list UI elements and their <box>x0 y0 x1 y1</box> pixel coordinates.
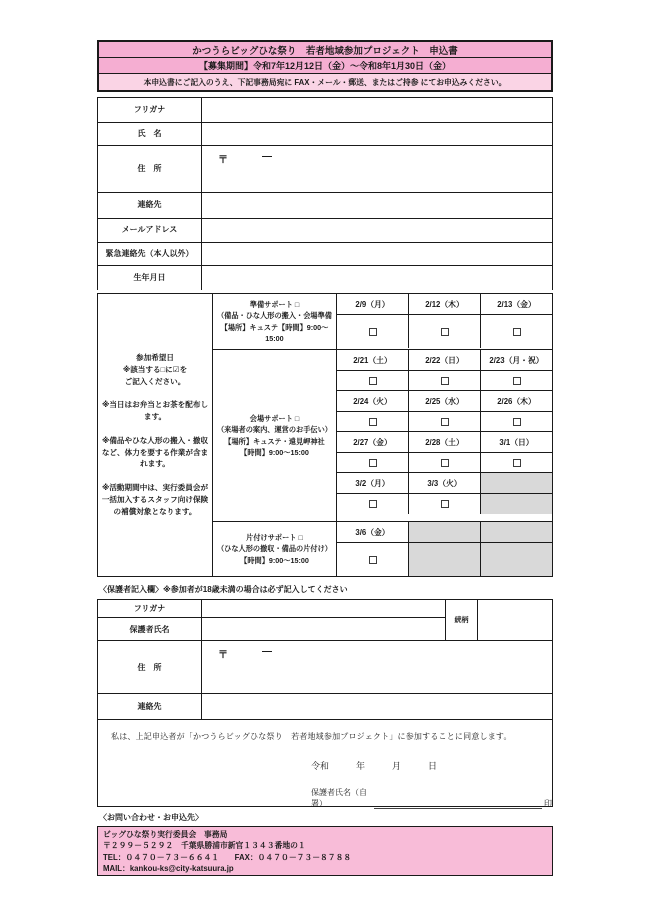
furigana-label: フリガナ <box>98 98 202 122</box>
participation-grid <box>213 294 552 576</box>
section-desc-line: 【時間】9:00～15:00 <box>240 555 309 565</box>
date-checkbox-cell[interactable] <box>481 453 552 472</box>
checkbox-icon[interactable] <box>369 500 377 508</box>
cleanup-support-desc <box>213 522 337 576</box>
guardian-name-rows <box>98 600 552 641</box>
disabled-cell <box>481 522 552 542</box>
guardian-furigana-label: フリガナ <box>98 600 202 617</box>
contact-org: ビッグひな祭り実行委員会 事務局 <box>103 830 228 839</box>
date-checkbox-cell[interactable] <box>337 412 409 431</box>
checkbox-icon[interactable] <box>441 500 449 508</box>
table-row <box>98 193 552 219</box>
emergency-contact-input[interactable] <box>202 243 552 265</box>
checkbox-icon[interactable] <box>369 328 377 336</box>
checkbox-icon[interactable] <box>441 418 449 426</box>
signature-line[interactable] <box>374 800 542 809</box>
checkbox-row <box>337 543 552 576</box>
guardian-name-input[interactable] <box>202 618 445 640</box>
postal-dash: ― <box>262 151 272 162</box>
table-row <box>98 243 552 266</box>
section-title: 会場サポート □ <box>249 414 300 424</box>
section-desc-line: （備品・ひな人形の搬入・会場準備 <box>216 311 332 321</box>
date-checkbox-cell[interactable] <box>409 315 481 348</box>
date-cell: 2/24（火） <box>337 391 409 411</box>
date-checkbox-cell[interactable] <box>409 412 481 431</box>
checkbox-icon[interactable] <box>513 418 521 426</box>
table-row <box>98 600 445 618</box>
name-input[interactable] <box>202 123 552 145</box>
birthdate-input[interactable] <box>202 266 552 290</box>
date-cell: 2/26（木） <box>497 396 536 406</box>
consent-text: 私は、上記申込者が「かつうらビッグひな祭り 若者地域参加プロジェクト」に参加することに同意します。 <box>111 732 512 741</box>
side-note: ※活動期間中は、実行委員会が一括加入するスタッフ向け保険の補償対象となります。 <box>101 483 209 516</box>
date-checkbox-cell[interactable] <box>409 453 481 472</box>
table-row <box>98 98 552 123</box>
date-checkbox-cell[interactable] <box>337 543 409 576</box>
contact-address: 〒２９９－５２９２ 千葉県勝浦市新官１３４３番地の１ <box>103 841 306 851</box>
date-cell: 3/2（月） <box>337 473 409 493</box>
applicant-table <box>97 97 553 290</box>
date-cell: 2/25（水） <box>409 391 481 411</box>
recruitment-period: 【募集期間】令和7年12月12日（金）～令和8年1月30日（金） <box>99 58 551 74</box>
contact-tel-fax: TEL：０４７０－７３－６６４１ FAX：０４７０－７３－８７８８ <box>103 852 352 862</box>
form-title: かつうらビッグひな祭り 若者地域参加プロジェクト 申込書 <box>99 42 551 58</box>
section-desc-line: （ひな人形の撤収・備品の片付け） <box>216 544 332 554</box>
date-cell: 2/27（金） <box>337 432 409 452</box>
date-cell: 3/1（日） <box>499 437 534 447</box>
participation-side-notes <box>98 294 213 576</box>
date-checkbox-cell[interactable] <box>409 494 481 514</box>
side-note-line: 参加希望日 <box>136 353 174 362</box>
guardian-contact-label: 連絡先 <box>98 694 202 719</box>
seal-label: 印 <box>544 799 552 808</box>
guardian-section-label: 〈保護者記入欄〉※参加者が18歳未満の場合は必ず記入してください <box>99 585 348 594</box>
date-checkbox-cell[interactable] <box>337 453 409 472</box>
name-label: 氏 名 <box>98 123 202 145</box>
table-row <box>98 694 552 720</box>
section-preparation-support <box>213 294 552 350</box>
venue-support-desc <box>213 350 337 521</box>
guardian-address-label: 住 所 <box>98 641 202 693</box>
date-row <box>337 432 552 453</box>
signature-label: 保護者氏名（自署） <box>311 788 367 808</box>
date-grid <box>337 522 552 576</box>
section-desc-line: 【場所】キュステ・遠見岬神社 <box>224 436 325 446</box>
date-cell: 2/13（金） <box>497 299 536 309</box>
guardian-name-main <box>98 600 445 640</box>
address-label: 住 所 <box>98 146 202 192</box>
relation-label: 続柄 <box>445 600 478 640</box>
date-checkbox-cell[interactable] <box>481 371 552 390</box>
submission-instruction: 本申込書にご記入のうえ、下記事務局宛に FAX・メール・郵送、またはご持参 にてお申込みください。 <box>99 74 551 90</box>
disabled-cell <box>481 543 552 576</box>
table-row <box>98 266 552 290</box>
date-row <box>337 350 552 371</box>
postal-dash: ― <box>262 646 272 657</box>
checkbox-icon[interactable] <box>513 377 521 385</box>
checkbox-row <box>337 494 552 514</box>
checkbox-row <box>337 315 552 348</box>
side-note: ※当日はお弁当とお茶を配布します。 <box>101 400 209 422</box>
section-title: 準備サポート □ <box>249 300 300 310</box>
checkbox-icon[interactable] <box>369 556 377 564</box>
date-cell: 3/6（金） <box>337 522 409 542</box>
side-note-line: ※該当する□に☑を <box>122 364 188 374</box>
checkbox-icon[interactable] <box>369 418 377 426</box>
checkbox-row <box>337 453 552 473</box>
date-checkbox-cell[interactable] <box>337 315 409 348</box>
section-desc-line: 【場所】キュステ【時間】9:00～15:00 <box>220 322 329 343</box>
guardian-table <box>97 599 553 807</box>
address-input[interactable] <box>202 146 552 192</box>
guardian-contact-input[interactable] <box>202 694 552 719</box>
checkbox-icon[interactable] <box>513 459 521 467</box>
checkbox-icon[interactable] <box>513 328 521 336</box>
postal-code-input[interactable] <box>202 146 552 166</box>
date-cell: 2/9（月） <box>337 294 409 314</box>
birthdate-label: 生年月日 <box>98 266 202 290</box>
table-row <box>98 123 552 146</box>
date-cell: 2/28（土） <box>409 432 481 452</box>
contact-label: 連絡先 <box>98 193 202 218</box>
contact-mail: MAIL：kankou-ks@city-katsuura.jp <box>103 864 234 874</box>
contact-info-box <box>97 826 553 876</box>
date-grid <box>337 294 552 349</box>
date-row <box>337 473 552 494</box>
date-row <box>337 522 552 543</box>
disabled-cell <box>481 494 552 514</box>
postal-mark: 〒 <box>218 155 228 166</box>
date-checkbox-cell[interactable] <box>481 315 552 348</box>
table-row <box>98 146 552 193</box>
table-row <box>98 219 552 243</box>
date-cell: 2/12（木） <box>409 294 481 314</box>
disabled-cell <box>481 473 552 493</box>
email-label: メールアドレス <box>98 219 202 242</box>
preparation-support-desc <box>213 294 337 349</box>
guardian-address-input[interactable] <box>202 641 552 693</box>
section-desc-line: 【時間】9:00～15:00 <box>240 447 309 457</box>
consent-area <box>98 720 552 806</box>
postal-mark: 〒 <box>218 650 228 661</box>
checkbox-icon[interactable] <box>441 377 449 385</box>
contact-input[interactable] <box>202 193 552 218</box>
guardian-postal-code-input[interactable] <box>202 641 552 661</box>
date-cell: 2/21（土） <box>337 350 409 370</box>
table-row <box>98 641 552 694</box>
section-title: 片付けサポート □ <box>246 533 303 543</box>
section-cleanup-support <box>213 522 552 576</box>
checkbox-icon[interactable] <box>369 459 377 467</box>
side-note: ※備品やひな人形の搬入・撤収など、体力を要する作業が含まれます。 <box>101 435 209 469</box>
date-row <box>337 391 552 412</box>
checkbox-row <box>337 412 552 432</box>
table-row <box>98 618 445 640</box>
disabled-cell <box>409 522 481 542</box>
relation-input[interactable] <box>478 600 552 640</box>
signature-row <box>311 787 552 809</box>
disabled-cell <box>409 543 481 576</box>
section-desc-line: （来場者の案内、運営のお手伝い） <box>216 425 332 435</box>
date-checkbox-cell[interactable] <box>409 371 481 390</box>
date-checkbox-cell[interactable] <box>481 412 552 431</box>
checkbox-icon[interactable] <box>369 377 377 385</box>
side-note-line: ご記入ください。 <box>124 376 186 386</box>
section-venue-support <box>213 350 552 522</box>
date-cell: 2/23（月・祝） <box>489 355 544 365</box>
date-checkbox-cell[interactable] <box>337 371 409 390</box>
form-header <box>97 40 553 92</box>
email-input[interactable] <box>202 219 552 242</box>
emergency-contact-label: 緊急連絡先（本人以外） <box>98 243 202 265</box>
date-cell: 3/3（火） <box>409 473 481 493</box>
date-row <box>337 294 552 315</box>
furigana-input[interactable] <box>202 98 552 122</box>
participation-table <box>97 293 553 577</box>
guardian-name-label: 保護者氏名 <box>98 618 202 640</box>
date-cell: 2/22（日） <box>409 350 481 370</box>
consent-date-line[interactable]: 令和 年 月 日 <box>311 761 438 771</box>
guardian-furigana-input[interactable] <box>202 600 445 617</box>
date-checkbox-cell[interactable] <box>337 494 409 514</box>
checkbox-icon[interactable] <box>441 328 449 336</box>
checkbox-icon[interactable] <box>441 459 449 467</box>
footer-section-label: 〈お問い合わせ・お申込先〉 <box>99 813 203 822</box>
date-grid <box>337 350 552 521</box>
checkbox-row <box>337 371 552 391</box>
